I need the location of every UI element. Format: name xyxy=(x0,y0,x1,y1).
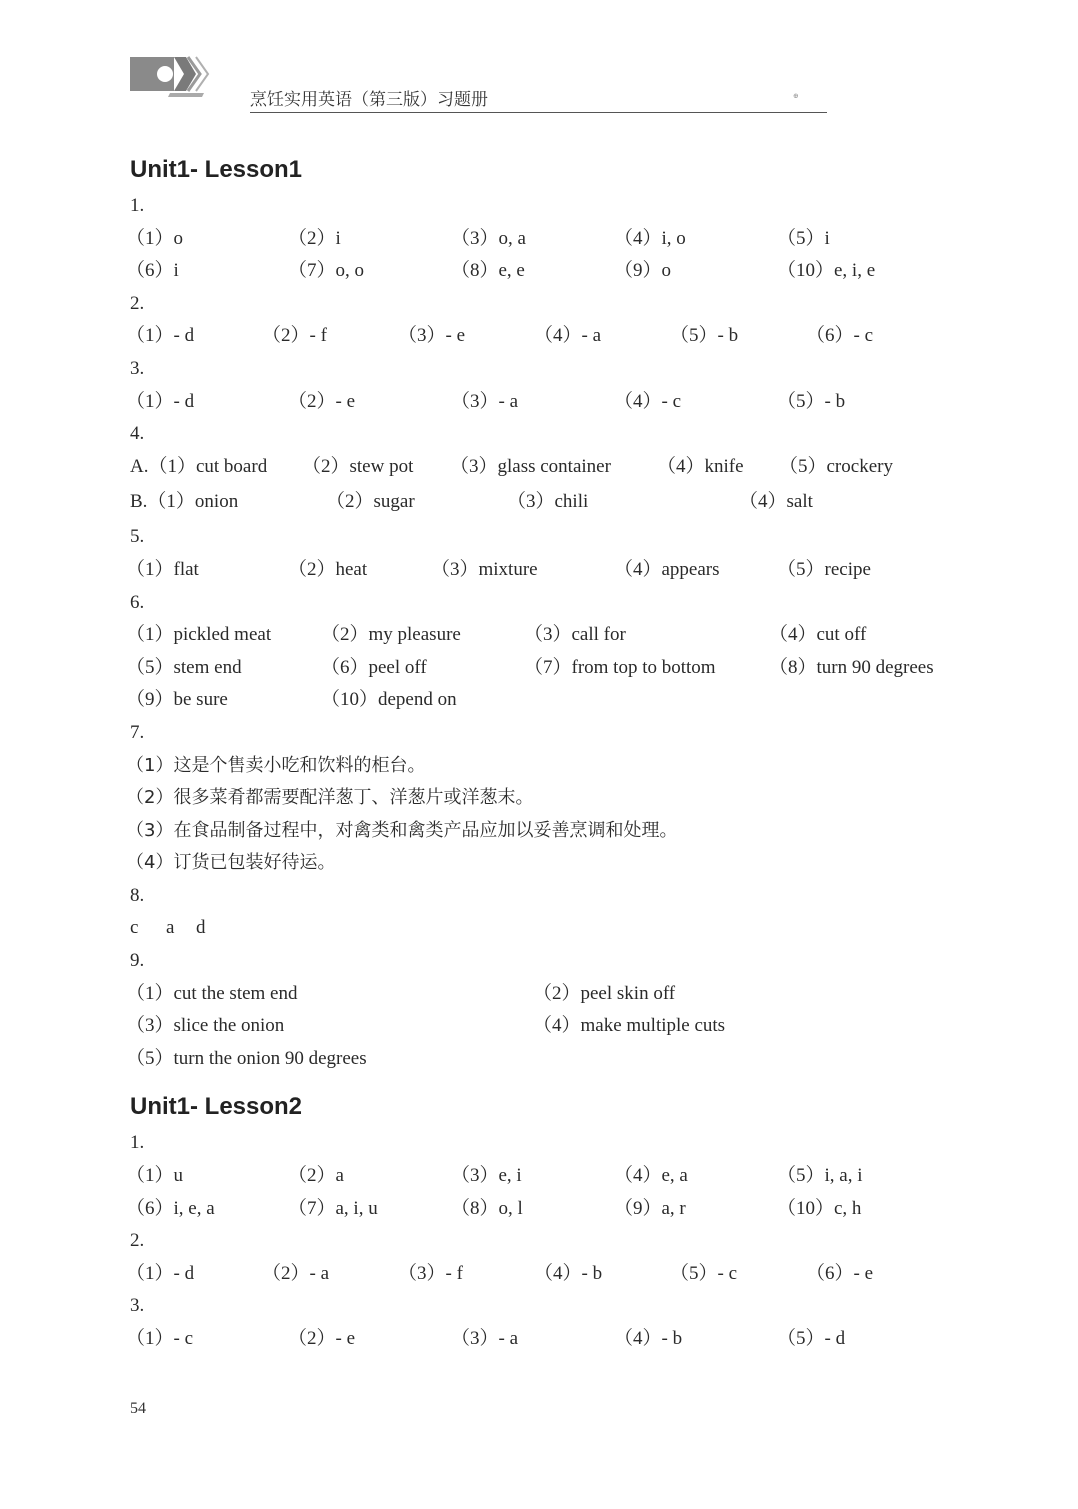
answer-row xyxy=(126,1043,1010,1076)
answer-item: （2）my pleasure xyxy=(321,624,461,646)
question-number: 3. xyxy=(130,1295,145,1317)
answer-item: （6）i xyxy=(126,260,179,282)
question-number: 2. xyxy=(130,292,145,314)
answer-row xyxy=(126,223,1010,256)
answer-item: （4）- c xyxy=(614,390,682,412)
translation-text: （1）这是个售卖小吃和饮料的柜台。 xyxy=(126,754,426,776)
translation-line xyxy=(126,782,1010,815)
translation-text: （3）在食品制备过程中，对禽类和禽类产品应加以妥善烹调和处理。 xyxy=(126,819,678,841)
answer-item: （1）- d xyxy=(126,325,195,347)
ribbon-arrow-logo-icon xyxy=(130,55,214,101)
answer-item: （4）i, o xyxy=(614,227,686,249)
answer-item: （1）- d xyxy=(126,1262,195,1284)
answer-item: a xyxy=(166,917,175,939)
answer-item: （2）sugar xyxy=(326,491,415,513)
book-title: 烹饪实用英语（第三版）习题册 xyxy=(250,90,488,110)
answer-item: （3）chili xyxy=(507,491,589,513)
answer-row xyxy=(126,255,1010,288)
answer-item: B.（1）onion xyxy=(130,491,239,513)
answer-item: （4）knife xyxy=(657,455,744,477)
answer-row xyxy=(126,1193,1010,1226)
answer-item: （1）- d xyxy=(126,390,195,412)
translation-line xyxy=(126,750,1010,783)
answer-item: （2）a xyxy=(288,1165,344,1187)
answer-item: （6）i, e, a xyxy=(126,1197,215,1219)
lesson2-title: Unit1- Lesson2 xyxy=(130,1093,303,1121)
question-number: 5. xyxy=(130,526,145,548)
answer-item: （2）- e xyxy=(288,390,356,412)
answer-row xyxy=(126,1160,1010,1193)
answer-item: （1）- c xyxy=(126,1328,194,1349)
answer-row xyxy=(126,652,1010,685)
answer-item: （10）depend on xyxy=(321,689,457,711)
answer-item: c xyxy=(130,917,139,939)
answer-item: （9）a, r xyxy=(614,1197,686,1219)
question-number: 2. xyxy=(130,1230,145,1252)
answer-item: （7）from top to bottom xyxy=(524,656,716,678)
answer-item: （9）o xyxy=(614,260,672,282)
answer-row xyxy=(126,684,1010,717)
answer-item: （5）recipe xyxy=(777,558,871,580)
question-number: 3. xyxy=(130,357,145,379)
answer-content xyxy=(126,150,1010,1356)
answer-item: （5）i xyxy=(777,227,830,249)
answer-item: （2）- f xyxy=(262,325,327,347)
answer-item: （2）heat xyxy=(288,558,368,580)
answer-item: （5）- b xyxy=(777,390,846,412)
answer-item: （4）- b xyxy=(614,1328,683,1349)
answer-item: （5）- b xyxy=(670,325,739,347)
answer-item: （8）e, e xyxy=(451,260,525,282)
answer-row xyxy=(126,1258,1010,1291)
answer-item: （3）- a xyxy=(451,1328,519,1349)
answer-item: （8）turn 90 degrees xyxy=(769,656,934,678)
answer-item: （7）o, o xyxy=(288,260,365,282)
question-number: 7. xyxy=(130,721,145,743)
question-number: 8. xyxy=(130,884,145,906)
answer-row xyxy=(130,451,1010,484)
answer-item: （5）stem end xyxy=(126,656,242,678)
answer-item: （8）o, l xyxy=(451,1197,523,1219)
answer-row xyxy=(126,619,1010,652)
page-number: 54 xyxy=(130,1400,146,1417)
answer-item: （3）- e xyxy=(398,325,466,347)
answer-item: （4）e, a xyxy=(614,1165,688,1187)
answer-item: （4）salt xyxy=(739,491,813,513)
answer-item: （1）o xyxy=(126,227,184,249)
answer-item: （4）appears xyxy=(614,558,720,580)
answer-row xyxy=(130,483,1010,521)
answer-item: （4）- b xyxy=(534,1262,603,1284)
answer-item: （1）pickled meat xyxy=(126,624,272,646)
answer-row xyxy=(126,1010,1010,1043)
translation-line xyxy=(126,847,1010,880)
answer-row xyxy=(126,386,1010,419)
header-mark: ⊕ xyxy=(793,92,799,100)
translation-text: （4）订货已包装好待运。 xyxy=(126,852,336,874)
answer-item: （7）a, i, u xyxy=(288,1197,378,1219)
answer-row xyxy=(126,1323,1010,1356)
answer-item: （4）cut off xyxy=(769,624,867,646)
question-number: 1. xyxy=(130,195,145,216)
question-number: 1. xyxy=(130,1132,145,1154)
answer-item: （2）i xyxy=(288,227,341,249)
question-number: 4. xyxy=(130,423,145,445)
answer-item: （6）- c xyxy=(806,325,874,347)
answer-item: （2）peel skin off xyxy=(533,982,676,1004)
answer-item: （4）- a xyxy=(534,325,602,347)
header-rule xyxy=(250,112,827,113)
answer-row xyxy=(126,978,1010,1011)
answer-item: （3）mixture xyxy=(431,558,538,580)
answer-item: （3）- f xyxy=(398,1262,463,1284)
answer-item: （5）i, a, i xyxy=(777,1165,863,1187)
answer-row xyxy=(126,554,1010,587)
answer-item: （10）c, h xyxy=(777,1197,862,1219)
question-number: 6. xyxy=(130,591,145,613)
answer-item: （3）call for xyxy=(524,624,626,646)
answer-item: （2）stew pot xyxy=(302,455,414,477)
answer-item: （5）crockery xyxy=(779,455,893,477)
answer-item: （3）e, i xyxy=(451,1165,522,1187)
answer-item: （3）slice the onion xyxy=(126,1015,285,1037)
answer-item: （5）- c xyxy=(670,1262,738,1284)
answer-item: （1）flat xyxy=(126,558,199,580)
answer-item: （1）u xyxy=(126,1165,184,1187)
answer-item: d xyxy=(196,917,206,939)
answer-item: （6）peel off xyxy=(321,656,427,678)
answer-item: （5）- d xyxy=(777,1328,846,1349)
answer-item: （3）glass container xyxy=(450,455,611,477)
answer-item: （2）- a xyxy=(262,1262,330,1284)
answer-row xyxy=(130,912,1010,945)
question-number: 9. xyxy=(130,950,145,972)
answer-item: A.（1）cut board xyxy=(130,455,268,477)
answer-item: （4）make multiple cuts xyxy=(533,1015,726,1037)
answer-item: （10）e, i, e xyxy=(777,260,876,282)
translation-text: （2）很多菜肴都需要配洋葱丁、洋葱片或洋葱末。 xyxy=(126,787,534,809)
answer-row xyxy=(126,320,1010,353)
lesson1-title: Unit1- Lesson1 xyxy=(130,156,303,183)
answer-item: （2）- e xyxy=(288,1328,356,1349)
answer-item: （1）cut the stem end xyxy=(126,982,298,1004)
answer-item: （9）be sure xyxy=(126,689,228,711)
answer-item: （3）o, a xyxy=(451,227,526,249)
answer-item: （6）- e xyxy=(806,1262,874,1284)
translation-line xyxy=(126,815,1010,848)
answer-item: （3）- a xyxy=(451,390,519,412)
answer-item: （5）turn the onion 90 degrees xyxy=(126,1047,367,1069)
